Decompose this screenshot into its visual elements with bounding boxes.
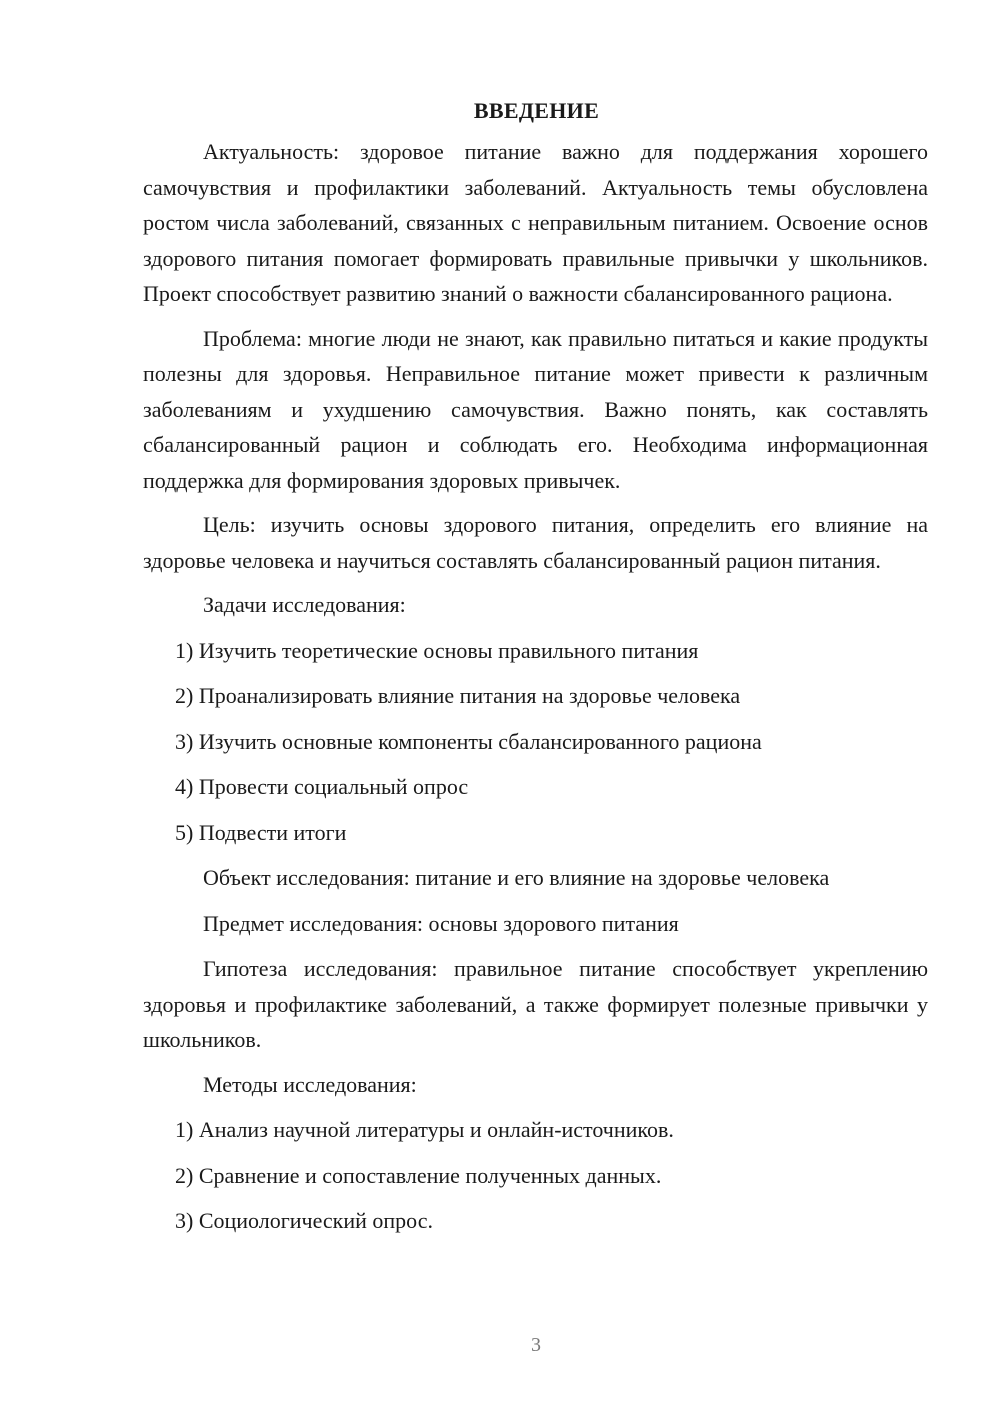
- list-item-number: 5): [175, 819, 194, 845]
- list-item-text: Социологический опрос.: [198, 1208, 433, 1233]
- list-item-number: 3): [175, 728, 194, 754]
- list-item-number: 3): [175, 1208, 194, 1233]
- page-number: 3: [531, 1334, 541, 1356]
- problem-paragraph: Проблема: многие люди не знают, как правильно питаться и какие продукты полезны для здоровья. Неправильное питание может привести к различным заболеваниям и ухудшению самочувствия. Важно понять, как составлять сбалансированный рацион и соблюдать его. Необходима информационная поддержка для формирования здоровых привычек.: [143, 325, 928, 493]
- list-item-text: Провести социальный опрос: [198, 774, 469, 799]
- list-item-text: Проанализировать влияние питания на здоровье человека: [198, 683, 741, 708]
- list-item-number: 4): [175, 774, 194, 799]
- list-item-number: 1): [175, 637, 194, 663]
- list-item: [143, 769, 928, 805]
- list-item: [143, 678, 928, 714]
- list-item-number: 2): [175, 1162, 194, 1188]
- list-item-text: Сравнение и сопоставление полученных данных.: [198, 1162, 662, 1188]
- subject-line: Предмет исследования: основы здорового питания: [203, 910, 679, 936]
- relevance-paragraph: Актуальность: здоровое питание важно для поддержания хорошего самочувствия и профилактики заболеваний. Актуальность темы обусловлена ростом числа заболеваний, связанных с неправильным питанием. Освоение основ здорового питания помогает формировать правильные привычки у школьников. Проект способствует развитию знаний о важности сбалансированного рациона.: [143, 139, 928, 306]
- list-item: [143, 815, 928, 851]
- object-line: Объект исследования: питание и его влияние на здоровье человека: [203, 865, 830, 890]
- tasks-heading: Задачи исследования:: [203, 592, 406, 617]
- list-item: [143, 1158, 928, 1194]
- list-item-number: 1): [175, 1117, 194, 1142]
- list-item: [143, 1203, 928, 1239]
- list-item-number: 2): [175, 683, 194, 708]
- list-item-text: Изучить теоретические основы правильного питания: [198, 637, 699, 663]
- document-page: [143, 96, 928, 1249]
- list-item-text: Изучить основные компоненты сбалансированного рациона: [198, 728, 762, 754]
- list-item-text: Анализ научной литературы и онлайн-источников.: [198, 1117, 674, 1142]
- goal-paragraph: Цель: изучить основы здорового питания, определить его влияние на здоровье человека и научиться составлять сбалансированный рацион питания.: [143, 512, 928, 573]
- methods-heading: Методы исследования:: [203, 1071, 417, 1097]
- list-item: [143, 724, 928, 760]
- list-item: [143, 1112, 928, 1148]
- list-item-text: Подвести итоги: [198, 819, 347, 845]
- methods-list: [143, 1112, 928, 1239]
- page-title: ВВЕДЕНИЕ: [473, 98, 600, 123]
- list-item: [143, 633, 928, 669]
- tasks-list: [143, 633, 928, 851]
- hypothesis-paragraph: Гипотеза исследования: правильное питание способствует укреплению здоровья и профилактике заболеваний, а также формирует полезные привычки у школьников.: [143, 956, 928, 1052]
